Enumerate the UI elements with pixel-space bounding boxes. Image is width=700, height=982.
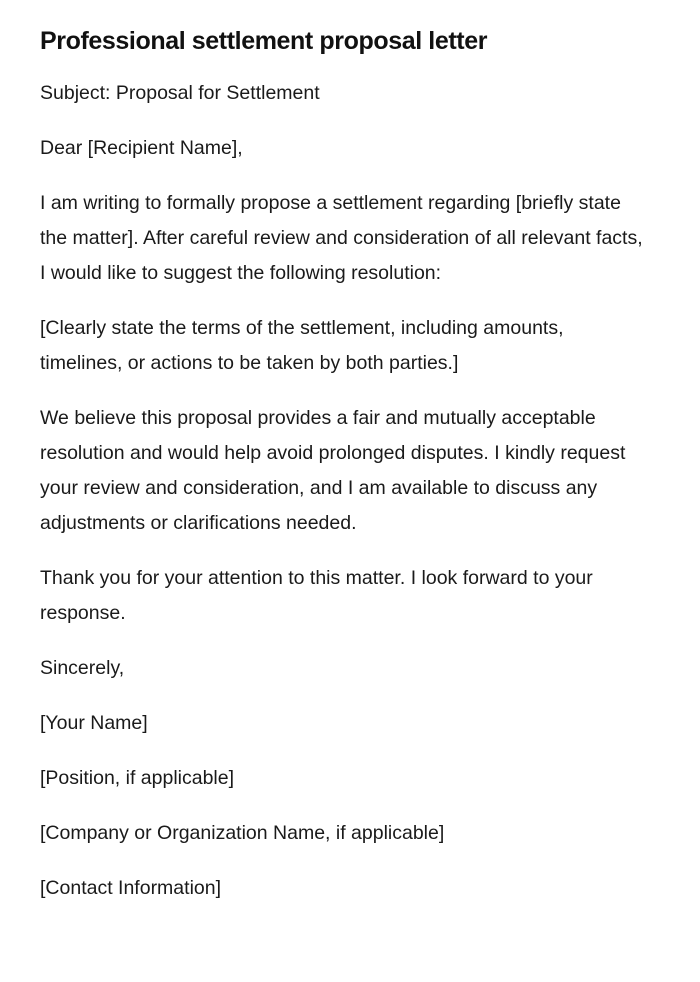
body-paragraph-thanks: Thank you for your attention to this matter. I look forward to your response. (40, 567, 593, 624)
signature-company: [Company or Organization Name, if applicable] (40, 822, 445, 844)
signature-contact: [Contact Information] (40, 877, 222, 899)
page-title: Professional settlement proposal letter (40, 27, 488, 55)
salutation: Dear [Recipient Name], (40, 137, 243, 159)
signature-name: [Your Name] (40, 712, 148, 734)
body-paragraph-intro: I am writing to formally propose a settlement regarding [briefly state the matter]. After careful review and consideration of all relevant facts, I would like to suggest the following resolution: (40, 192, 643, 284)
subject-line: Subject: Proposal for Settlement (40, 82, 320, 104)
closing: Sincerely, (40, 657, 125, 679)
body-paragraph-request: We believe this proposal provides a fair and mutually acceptable resolution and would help avoid prolonged disputes. I kindly request your review and consideration, and I am available to discuss any adjustments or clarifications needed. (40, 407, 626, 534)
signature-position: [Position, if applicable] (40, 767, 235, 789)
body-paragraph-terms: [Clearly state the terms of the settlement, including amounts, timelines, or actions to be taken by both parties.] (40, 317, 564, 374)
